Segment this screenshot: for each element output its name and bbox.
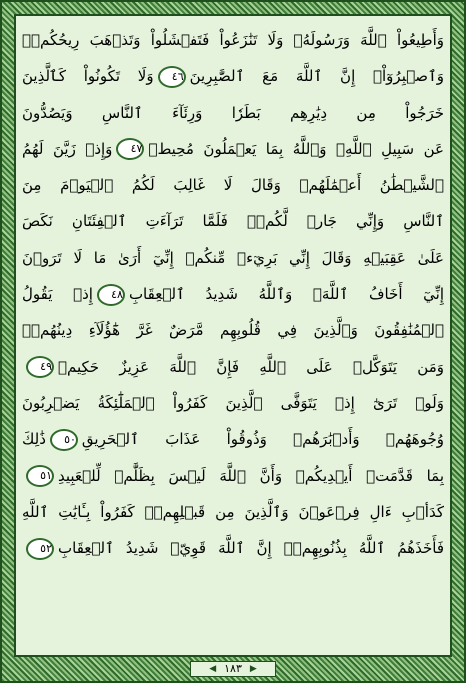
line-text: ٱلشَّيۡطَٰنُ أَعۡمَٰلَهُمۡ وَقَالَ لَا غَالِبَ لَكُمُ ٱلۡيَوۡمَ مِنَ xyxy=(22,176,444,195)
line-text: عَن سَبِيلِ ٱللَّهِۚ وَٱللَّهُ بِمَا يَعۡمَلُونَ مُحِيطٞ xyxy=(148,139,444,158)
text-line-4 xyxy=(22,131,444,167)
line-text: إِنِّيٓ أَخَافُ ٱللَّهَۚ وَٱللَّهُ شَدِيدُ ٱلۡعِقَابِ xyxy=(128,285,444,304)
line-text-continued: وَلَا تَكُونُواْ كَٱلَّذِينَ xyxy=(22,67,154,86)
line-text-continued: وَإِذۡ زَيَّنَ لَهُمُ xyxy=(22,139,113,158)
line-text: وَلَوۡ تَرَىٰٓ إِذۡ يَتَوَفَّى ٱلَّذِينَ كَفَرُواْ ٱلۡمَلَٰٓئِكَةُ يَضۡرِبُونَ xyxy=(22,393,444,412)
text-line-11 xyxy=(22,385,444,421)
line-text: خَرَجُواْ مِن دِيَٰرِهِم بَطَرٗا وَرِئَآءَ ٱلنَّاسِ وَيَصُدُّونَ xyxy=(22,103,444,122)
text-line-10 xyxy=(22,349,444,385)
line-text: فَأَخَذَهُمُ ٱللَّهُ بِذُنُوبِهِمۡۚ إِنَّ ٱللَّهَ قَوِيّٞ شَدِيدُ ٱلۡعِقَابِ xyxy=(58,539,444,558)
line-text-continued: ذَٰلِكَ xyxy=(22,430,46,449)
line-text: وُجُوهَهُمۡ وَأَدۡبَٰرَهُمۡ وَذُوقُواْ عَذَابَ ٱلۡحَرِيقِ xyxy=(81,430,444,449)
line-text: ٱلنَّاسِ وَإِنِّي جَارٞ لَّكُمۡۖ فَلَمَّا تَرَآءَتِ ٱلۡفِئَتَانِ نَكَصَ xyxy=(22,212,444,231)
text-line-8 xyxy=(22,276,444,312)
text-line-15 xyxy=(22,530,444,566)
line-text: عَلَىٰ عَقِبَيۡهِ وَقَالَ إِنِّي بَرِيٓءٞ مِّنكُمۡ إِنِّيٓ أَرَىٰ مَا لَا تَرَوۡنَ xyxy=(22,248,444,267)
ayah-number-marker: ٤٧ xyxy=(116,138,144,160)
ayah-number-marker: ٤٩ xyxy=(26,356,54,378)
text-line-9 xyxy=(22,312,444,348)
ayah-number-marker: ٥٢ xyxy=(26,538,54,560)
ayah-number-marker: ٤٨ xyxy=(97,284,125,306)
text-line-13 xyxy=(22,458,444,494)
text-line-6 xyxy=(22,203,444,239)
text-line-5 xyxy=(22,167,444,203)
text-line-2 xyxy=(22,58,444,94)
text-line-12 xyxy=(22,421,444,457)
line-text: وَأَطِيعُواْ ٱللَّهَ وَرَسُولَهُۥ وَلَا تَنَٰزَعُواْ فَتَفۡشَلُواْ وَتَذۡهَبَ رِيحُكُمۡۖ xyxy=(22,31,444,49)
line-text: بِمَا قَدَّمَتۡ أَيۡدِيكُمۡ وَأَنَّ ٱللَّهَ لَيۡسَ بِظَلَّٰمٖ لِّلۡعَبِيدِ xyxy=(58,466,444,485)
text-line-14 xyxy=(22,494,444,530)
line-text: ٱلۡمُنَٰفِقُونَ وَٱلَّذِينَ فِي قُلُوبِهِم مَّرَضٌ غَرَّ هَٰٓؤُلَآءِ دِينُهُمۡۗ xyxy=(22,321,444,340)
text-line-7 xyxy=(22,240,444,276)
arrow-left-icon: ◀ xyxy=(209,664,217,674)
ayah-number-marker: ٥١ xyxy=(26,465,54,487)
arrow-right-icon: ▶ xyxy=(249,664,257,674)
line-text: كَدَأۡبِ ءَالِ فِرۡعَوۡنَ وَٱلَّذِينَ مِن قَبۡلِهِمۡۚ كَفَرُواْ بِـَٔايَٰتِ ٱللَّهِ xyxy=(22,502,444,521)
ayah-number-marker: ٥٠ xyxy=(50,429,78,451)
text-line-3 xyxy=(22,95,444,131)
line-text: وَٱصۡبِرُوٓاْۚ إِنَّ ٱللَّهَ مَعَ ٱلصَّٰبِرِينَ xyxy=(189,67,444,86)
page-footer xyxy=(2,661,464,677)
page-panel xyxy=(14,14,452,657)
page-number-box xyxy=(190,661,276,677)
ayah-number-marker: ٤٦ xyxy=(158,66,186,88)
line-text: وَمَن يَتَوَكَّلۡ عَلَى ٱللَّهِ فَإِنَّ ٱللَّهَ عَزِيزٌ حَكِيمٞ xyxy=(58,357,444,376)
text-line-1 xyxy=(22,22,444,58)
line-text-continued: إِذۡ يَقُولُ xyxy=(22,285,93,304)
page-number: ١٨٣ xyxy=(224,662,242,675)
quran-text-area xyxy=(22,22,444,649)
